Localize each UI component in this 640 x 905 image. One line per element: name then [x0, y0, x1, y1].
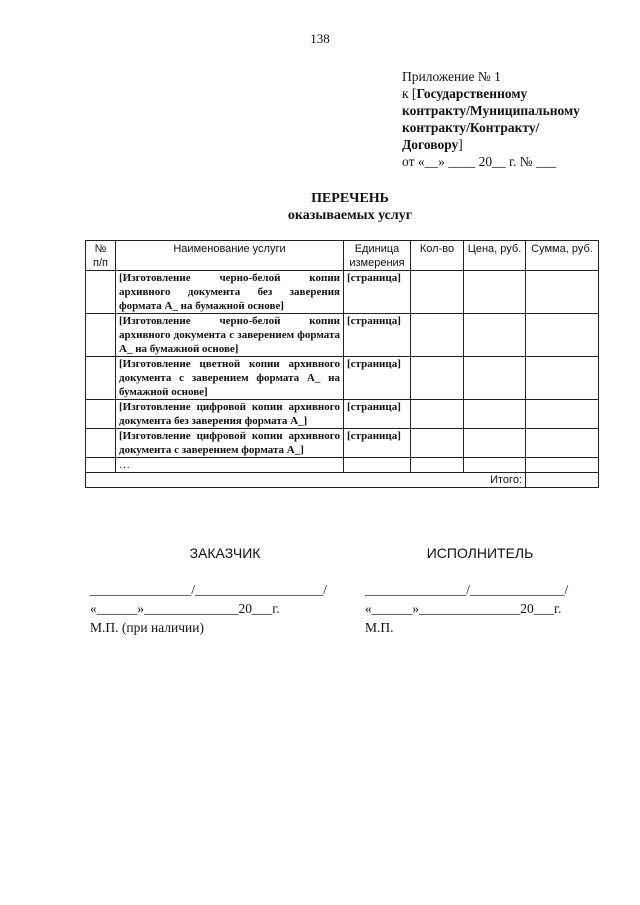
customer-sign-line: _______________/___________________/ — [90, 582, 328, 597]
row-num-cell — [86, 429, 116, 458]
price-cell — [464, 314, 526, 357]
sum-cell — [526, 357, 599, 400]
row-num-cell — [86, 271, 116, 314]
qty-cell — [411, 429, 464, 458]
unit-cell — [344, 458, 411, 473]
table-header-row — [86, 241, 599, 271]
header-unit: Единица измерения — [344, 241, 411, 271]
table-row — [86, 314, 599, 357]
sum-cell — [526, 271, 599, 314]
services-table — [85, 240, 599, 488]
qty-cell — [411, 357, 464, 400]
price-cell — [464, 429, 526, 458]
total-sum-cell — [526, 473, 599, 488]
sum-cell — [526, 314, 599, 357]
header-price: Цена, руб. — [464, 241, 526, 271]
row-num-cell — [86, 314, 116, 357]
sum-cell — [526, 429, 599, 458]
appendix-line-5 — [402, 136, 632, 153]
service-name: [Изготовление черно-белой копии архивного документа с заверением формата А_ на бумажной основе] — [116, 314, 344, 357]
service-unit: [страница] — [344, 271, 411, 314]
customer-signature-block — [90, 580, 327, 637]
appendix-line-5-bold: Договору — [402, 137, 459, 152]
table-row-ellipsis — [86, 458, 599, 473]
qty-cell — [411, 458, 464, 473]
customer-stamp: М.П. (при наличии) — [90, 620, 204, 635]
table-row — [86, 271, 599, 314]
page-number: 138 — [310, 31, 330, 46]
row-num-cell — [86, 400, 116, 429]
service-name: [Изготовление цифровой копии архивного документа без заверения формата А_] — [116, 400, 344, 429]
total-label: Итого: — [86, 473, 526, 488]
service-unit: [страница] — [344, 314, 411, 357]
service-unit: [страница] — [344, 429, 411, 458]
price-cell — [464, 271, 526, 314]
qty-cell — [411, 400, 464, 429]
service-name: [Изготовление цветной копии архивного документа с заверением формата А_ на бумажной основе] — [116, 357, 344, 400]
appendix-header — [402, 68, 632, 170]
service-name: [Изготовление черно-белой копии архивного документа без заверения формата А_ на бумажной основе] — [116, 271, 344, 314]
appendix-line-2-prefix: к [ — [402, 86, 417, 101]
sum-cell — [526, 458, 599, 473]
contractor-title: ИСПОЛНИТЕЛЬ — [426, 545, 534, 561]
header-sum: Сумма, руб. — [526, 241, 599, 271]
price-cell — [464, 357, 526, 400]
service-unit: [страница] — [344, 400, 411, 429]
price-cell — [464, 400, 526, 429]
appendix-line-4: контракту/Контракту/ — [402, 120, 540, 135]
ellipsis-cell: … — [116, 458, 344, 473]
contractor-date-line: «______»_______________20___г. — [365, 601, 562, 616]
contractor-sign-line: _______________/______________/ — [365, 582, 569, 597]
appendix-line-3: контракту/Муниципальному — [402, 103, 580, 118]
title-subheading: оказываемых услуг — [287, 208, 413, 223]
table-row — [86, 400, 599, 429]
table-row — [86, 357, 599, 400]
contractor-signature-block — [365, 580, 568, 637]
appendix-line-1: Приложение № 1 — [402, 69, 501, 84]
row-num-cell — [86, 357, 116, 400]
header-name: Наименование услуги — [116, 241, 344, 271]
total-row — [86, 473, 599, 488]
service-name: [Изготовление цифровой копии архивного документа с заверением формата А_] — [116, 429, 344, 458]
appendix-line-2 — [402, 85, 632, 102]
customer-title: ЗАКАЗЧИК — [189, 545, 261, 561]
header-num: № п/п — [86, 241, 116, 271]
price-cell — [464, 458, 526, 473]
qty-cell — [411, 314, 464, 357]
document-title — [0, 190, 640, 224]
qty-cell — [411, 271, 464, 314]
customer-date-line: «______»______________20___г. — [90, 601, 280, 616]
service-unit: [страница] — [344, 357, 411, 400]
appendix-line-6: от «__» ____ 20__ г. № ___ — [402, 154, 557, 169]
sum-cell — [526, 400, 599, 429]
title-heading: ПЕРЕЧЕНЬ — [311, 191, 389, 206]
table-row — [86, 429, 599, 458]
header-qty: Кол-во — [411, 241, 464, 271]
appendix-line-2-bold: Государственному — [416, 86, 528, 101]
appendix-line-5-suffix: ] — [458, 137, 463, 152]
row-num-cell — [86, 458, 116, 473]
contractor-stamp: М.П. — [365, 620, 394, 635]
